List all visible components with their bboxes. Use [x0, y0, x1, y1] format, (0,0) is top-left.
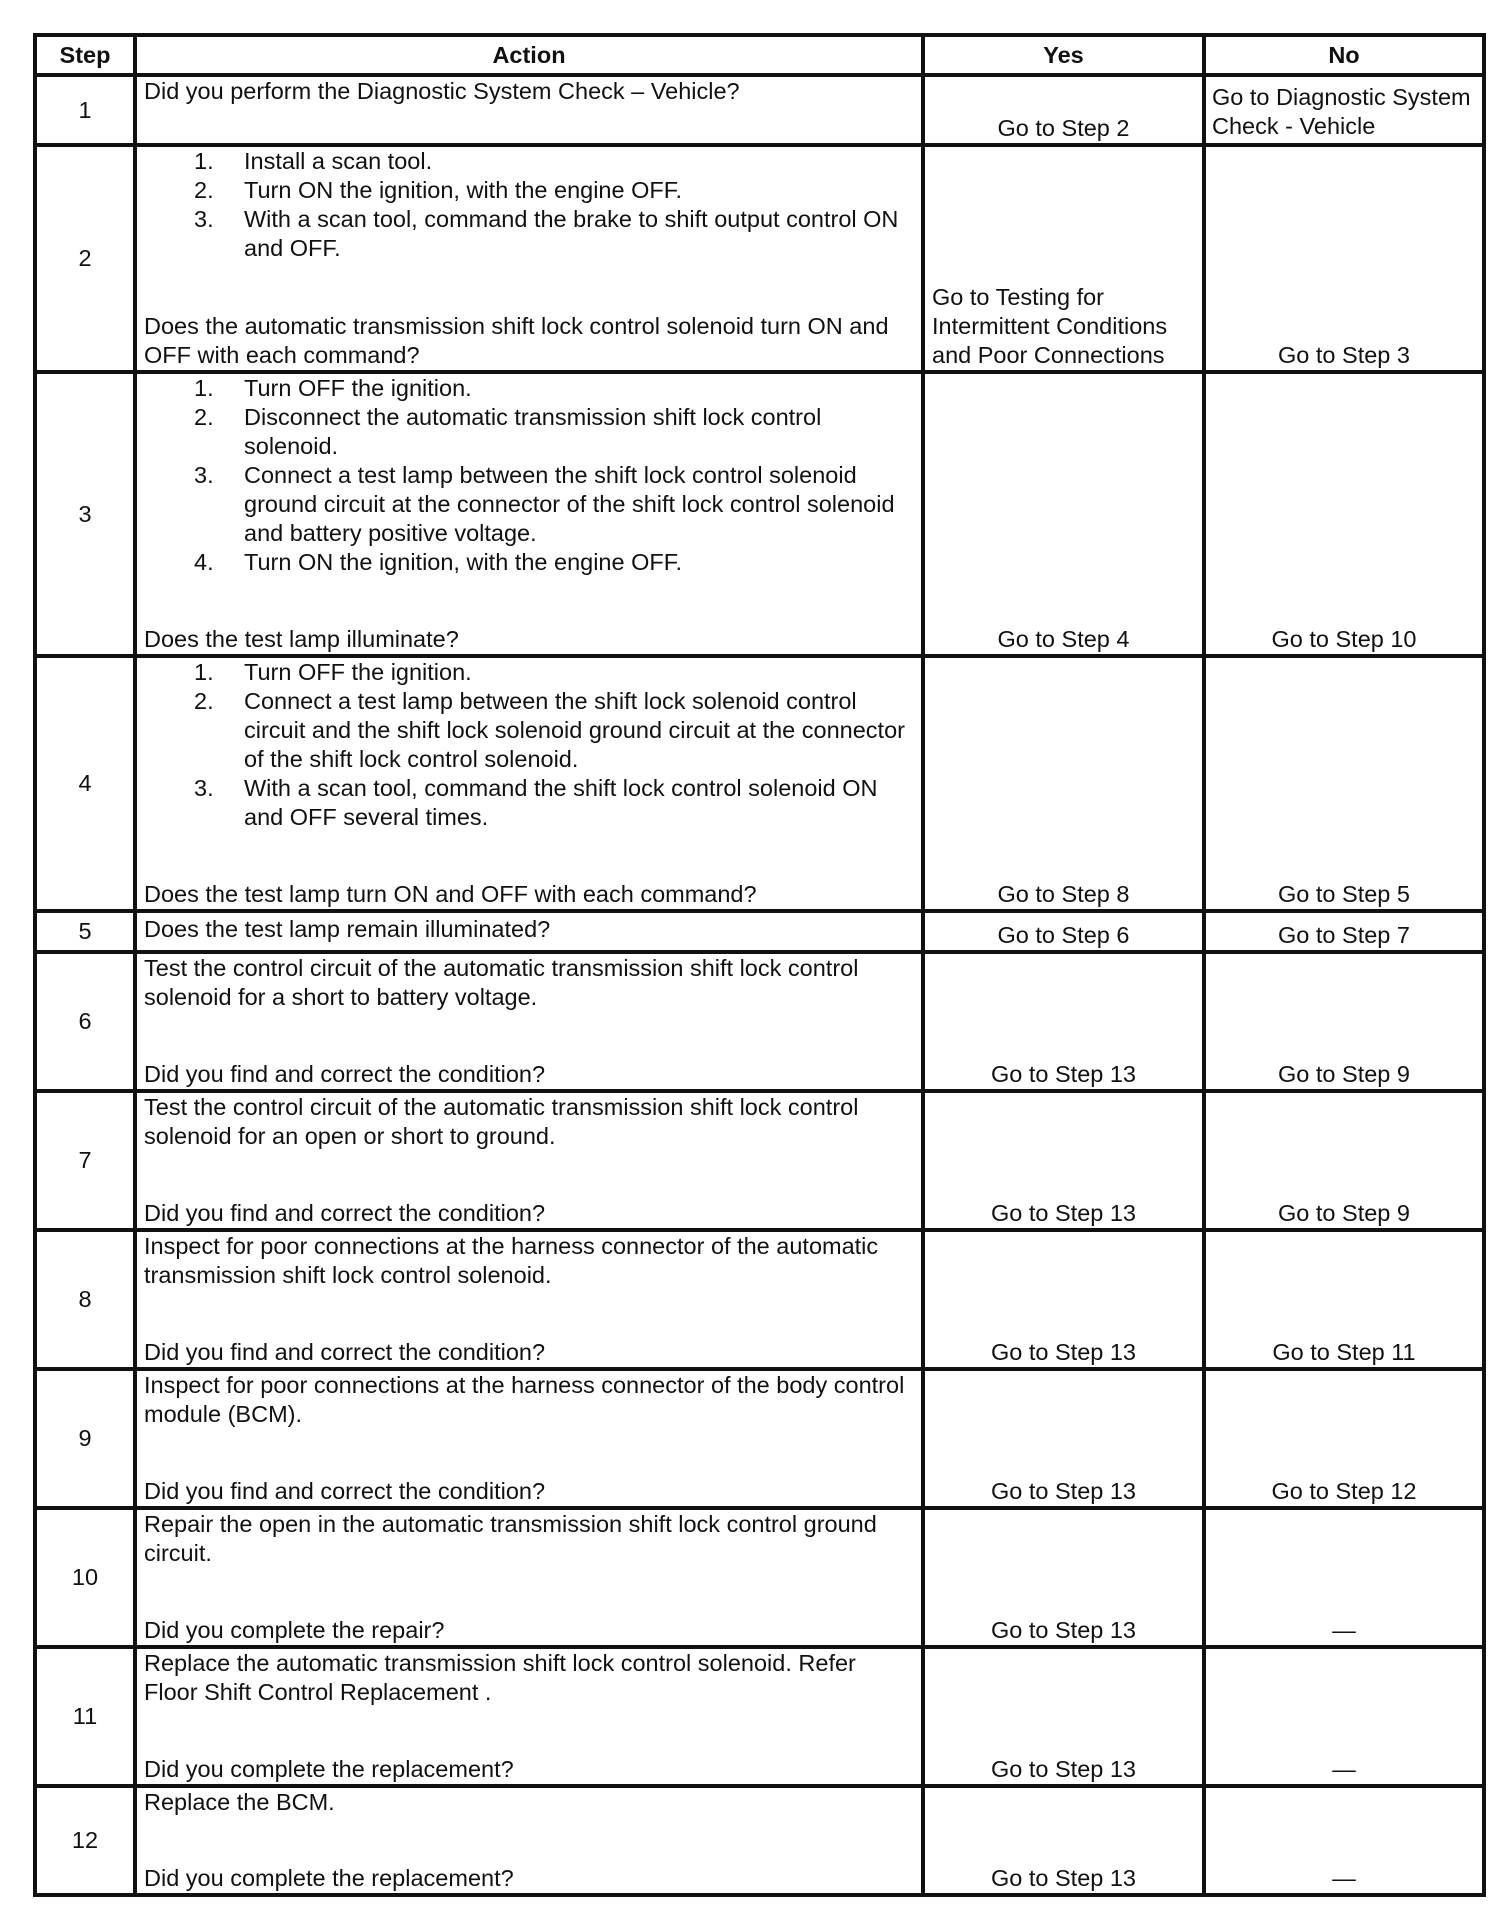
table-row [35, 1091, 1484, 1230]
action-cell [135, 75, 923, 145]
action-question: Did you complete the replacement? [144, 1865, 514, 1891]
action-text: Replace the BCM. [144, 1789, 335, 1815]
action-question: Did you complete the repair? [144, 1617, 445, 1643]
action-text: Replace the automatic transmission shift lock control solenoid. Refer Floor Shift Control Replacement . [144, 1650, 856, 1705]
step-number: 7 [35, 1091, 135, 1230]
yes-cell: Go to Step 8 [923, 656, 1204, 911]
list-item: 4. Turn ON the ignition, with the engine OFF. [194, 549, 683, 575]
no-cell: Go to Step 3 [1204, 145, 1484, 372]
step-number: 9 [35, 1369, 135, 1508]
table-row [35, 1508, 1484, 1647]
table-row [35, 656, 1484, 911]
step-number: 12 [35, 1786, 135, 1895]
header-step: Step [35, 35, 135, 75]
list-item: 2. Connect a test lamp between the shift lock solenoid control circuit and the shift lock solenoid ground circuit at the connector of the shift lock control solenoid. [194, 688, 905, 772]
yes-cell: Go to Step 6 [923, 911, 1204, 952]
no-cell: Go to Step 5 [1204, 656, 1484, 911]
action-cell [135, 1230, 923, 1369]
table-row [35, 1647, 1484, 1786]
table-row [35, 952, 1484, 1091]
diagnostic-table [33, 33, 1486, 1897]
action-question: Does the automatic transmission shift lock control solenoid turn ON and OFF with each command? [144, 313, 889, 368]
yes-cell: Go to Step 13 [923, 1091, 1204, 1230]
list-item: 2. Turn ON the ignition, with the engine OFF. [194, 177, 683, 203]
action-question: Does the test lamp illuminate? [144, 626, 459, 652]
action-question: Did you find and correct the condition? [144, 1200, 546, 1226]
step-number: 4 [35, 656, 135, 911]
no-cell: Go to Step 11 [1204, 1230, 1484, 1369]
header-action: Action [135, 35, 923, 75]
yes-cell: Go to Testing for Intermittent Conditions and Poor Connections [923, 145, 1204, 372]
no-cell: Go to Step 7 [1204, 911, 1484, 952]
list-item: 1. Turn OFF the ignition. [194, 375, 472, 401]
yes-cell: Go to Step 13 [923, 1230, 1204, 1369]
step-number: 3 [35, 372, 135, 656]
header-no: No [1204, 35, 1484, 75]
action-question: Did you find and correct the condition? [144, 1478, 546, 1504]
no-cell: — [1204, 1647, 1484, 1786]
action-cell [135, 1786, 923, 1895]
list-item: 1. Turn OFF the ignition. [194, 659, 472, 685]
step-number: 2 [35, 145, 135, 372]
action-cell [135, 1369, 923, 1508]
action-text: Did you perform the Diagnostic System Check – Vehicle? [144, 78, 740, 104]
table-row [35, 372, 1484, 656]
table-row [35, 911, 1484, 952]
step-number: 10 [35, 1508, 135, 1647]
list-item: 3. With a scan tool, command the shift lock control solenoid ON and OFF several times. [194, 775, 878, 830]
action-cell [135, 656, 923, 911]
list-item: 1. Install a scan tool. [194, 148, 433, 174]
header-row [35, 35, 1484, 75]
action-text: Test the control circuit of the automatic transmission shift lock control solenoid for a short to battery voltage. [144, 955, 859, 1010]
no-cell: Go to Step 10 [1204, 372, 1484, 656]
yes-cell: Go to Step 4 [923, 372, 1204, 656]
instruction-list [144, 374, 914, 577]
action-text: Inspect for poor connections at the harness connector of the body control module (BCM). [144, 1372, 905, 1427]
table-row [35, 1369, 1484, 1508]
action-text: Repair the open in the automatic transmission shift lock control ground circuit. [144, 1511, 877, 1566]
list-item: 3. With a scan tool, command the brake to shift output control ON and OFF. [194, 206, 899, 261]
action-cell [135, 1508, 923, 1647]
action-cell [135, 911, 923, 952]
action-question: Does the test lamp turn ON and OFF with each command? [144, 881, 757, 907]
action-cell [135, 145, 923, 372]
no-cell: — [1204, 1508, 1484, 1647]
no-cell: Go to Step 9 [1204, 1091, 1484, 1230]
list-item: 3. Connect a test lamp between the shift lock control solenoid ground circuit at the connector of the shift lock control solenoid and battery positive voltage. [194, 462, 895, 546]
no-cell: — [1204, 1786, 1484, 1895]
action-text: Inspect for poor connections at the harness connector of the automatic transmission shift lock control solenoid. [144, 1233, 879, 1288]
action-text: Test the control circuit of the automatic transmission shift lock control solenoid for an open or short to ground. [144, 1094, 859, 1149]
list-item: 2. Disconnect the automatic transmission shift lock control solenoid. [194, 404, 822, 459]
step-number: 1 [35, 75, 135, 145]
no-cell: Go to Step 9 [1204, 952, 1484, 1091]
yes-cell: Go to Step 2 [923, 75, 1204, 145]
step-number: 8 [35, 1230, 135, 1369]
action-question: Did you find and correct the condition? [144, 1061, 546, 1087]
action-text: Does the test lamp remain illuminated? [144, 916, 551, 942]
table-row [35, 75, 1484, 145]
action-question: Did you find and correct the condition? [144, 1339, 546, 1365]
no-cell: Go to Step 12 [1204, 1369, 1484, 1508]
instruction-list [144, 147, 914, 263]
action-cell [135, 952, 923, 1091]
no-cell: Go to Diagnostic System Check - Vehicle [1204, 75, 1484, 145]
yes-cell: Go to Step 13 [923, 1508, 1204, 1647]
step-number: 11 [35, 1647, 135, 1786]
action-cell [135, 1647, 923, 1786]
step-number: 5 [35, 911, 135, 952]
header-yes: Yes [923, 35, 1204, 75]
table-row [35, 1786, 1484, 1895]
yes-cell: Go to Step 13 [923, 1647, 1204, 1786]
instruction-list [144, 658, 914, 832]
step-number: 6 [35, 952, 135, 1091]
action-question: Did you complete the replacement? [144, 1756, 514, 1782]
yes-cell: Go to Step 13 [923, 952, 1204, 1091]
yes-cell: Go to Step 13 [923, 1369, 1204, 1508]
action-cell [135, 372, 923, 656]
table-row [35, 145, 1484, 372]
table-row [35, 1230, 1484, 1369]
action-cell [135, 1091, 923, 1230]
yes-cell: Go to Step 13 [923, 1786, 1204, 1895]
